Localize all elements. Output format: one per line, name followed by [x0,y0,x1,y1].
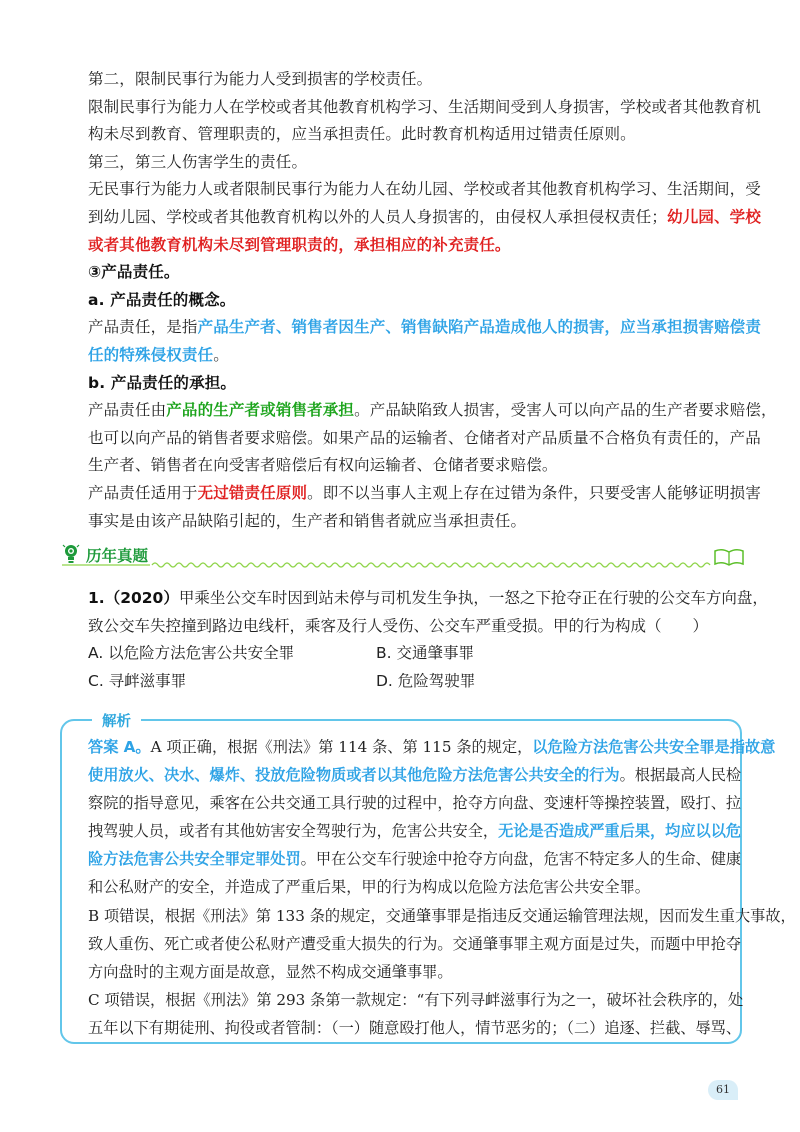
text-span: 产品责任由 [88,401,167,420]
highlight-blue: 以危险方法危害公共安全罪是指故意 [532,738,776,756]
question-text: 甲乘坐公交车时因到站未停与司机发生争执，一怒之下抢夺正在行驶的公交车方向盘， [178,589,768,607]
text-span: A 项正确，根据《刑法》第 114 条、第 115 条的规定， [150,738,533,756]
highlight-red: 或者其他教育机构未尽到管理职责的，承担相应的补充责任。 [88,235,511,254]
section-header [62,540,744,570]
text-line: 无民事行为能力人或者限制民事行为能力人在幼儿园、学校或者其他教育机构学习、生活期间，受 [88,180,761,199]
subheading-liability: b. 产品责任的承担。 [88,373,237,392]
option-b[interactable]: B. 交通肇事罪 [376,644,474,663]
options-row [88,640,738,668]
question-line: 致公交车失控撞到路边电线杆，乘客及行人受伤、公交车严重受损。甲的行为构成（ ） [88,616,709,635]
analysis-line: C 项错误，根据《刑法》第 293 条第一款规定：“有下列寻衅滋事行为之一，破坏社会秩序的，处 [88,990,744,1009]
analysis-line [88,845,742,873]
text-line: 第二，限制民事行为能力人受到损害的学校责任。 [88,70,433,88]
subheading-concept: a. 产品责任的概念。 [88,290,236,309]
text-line [88,480,761,508]
text-line [88,314,761,342]
open-book-icon [714,548,744,566]
highlight-green: 产品的生产者或销售者承担 [166,401,355,420]
subheading-product-liability: ③产品责任。 [88,263,180,282]
highlight-red: 幼儿园、学校 [667,207,761,226]
analysis-line [88,817,742,845]
text-span: 。甲在公交车行驶途中抢夺方向盘，危害不特定多人的生命、健康 [300,850,742,869]
highlight-blue: 使用放火、决水、爆炸、投放危险物质或者以其他危险方法危害公共安全的行为 [88,766,620,785]
highlight-blue: 险方法危害公共安全罪定罪处罚 [88,850,301,869]
text-line [88,397,777,425]
text-line [88,342,728,370]
section-title: 历年真题 [86,547,149,565]
analysis-box [60,714,796,1044]
option-a[interactable]: A. 以危险方法危害公共安全罪 [88,644,295,663]
text-line: 事实是由该产品缺陷引起的，生产者和销售者就应当承担责任。 [88,511,527,530]
text-line: 构未尽到教育、管理职责的，应当承担责任。此时教育机构适用过错责任原则。 [88,125,636,144]
text-span: 。即不以当事人主观上存在过错为条件，只要受害人能够证明损害 [307,483,761,502]
text-line [88,204,761,232]
text-span: 。产品缺陷致人损害，受害人可以向产品的生产者要求赔偿， [354,401,777,420]
question-block [88,585,768,695]
analysis-text [88,733,796,1042]
option-c[interactable]: C. 寻衅滋事罪 [88,671,187,690]
question-number: 1. [88,589,105,607]
question-year: （2020） [104,589,179,607]
text-span: 产品责任，是指 [88,318,198,337]
wavy-divider [62,560,744,570]
page-number: 61 [708,1080,738,1100]
analysis-line: 察院的指导意见，乘客在公共交通工具行驶的过程中，抢夺方向盘、变速杆等操控装置，殴打、拉 [88,794,742,813]
text-span: 到幼儿园、学校或者其他教育机构以外的人员人身损害的，由侵权人承担侵权责任； [88,207,668,226]
question-line [88,585,768,613]
analysis-line: 致人重伤、死亡或者使公私财产遭受重大损失的行为。交通肇事罪主观方面是过失，而题中甲抢夺 [88,934,742,953]
text-span: 拽驾驶人员，或者有其他妨害安全驾驶行为，危害公共安全， [88,822,499,841]
text-span: 。 [213,345,229,364]
options-row [88,668,738,696]
highlight-red: 无过错责任原则 [197,483,308,502]
analysis-line: B 项错误，根据《刑法》第 133 条的规定，交通肇事罪是指违反交通运输管理法规，因而发生重大事故， [88,906,796,925]
highlight-blue: 产品生产者、销售者因生产、销售缺陷产品造成他人的损害，应当承担损害赔偿责 [197,318,761,337]
answer-key: 答案 A。 [88,738,151,756]
body-text [88,66,777,535]
text-line: 生产者、销售者在向受害者赔偿后有权向运输者、仓储者要求赔偿。 [88,456,558,475]
analysis-label: 解析 [92,710,141,731]
analysis-line [88,761,742,789]
analysis-line: 和公私财产的安全，并造成了严重后果，甲的行为构成以危险方法危害公共安全罪。 [88,878,650,897]
highlight-blue: 无论是否造成严重后果，均应以以危 [498,822,742,841]
analysis-line: 方向盘时的主观方面是故意，显然不构成交通肇事罪。 [88,962,453,981]
text-span: 产品责任适用于 [88,483,198,502]
text-span: 。根据最高人民检 [619,766,742,785]
text-line: 也可以向产品的销售者要求赔偿。如果产品的运输者、仓储者对产品质量不合格负有责任的，产品 [88,428,761,447]
option-d[interactable]: D. 危险驾驶罪 [376,671,476,690]
analysis-line [88,733,776,761]
highlight-blue: 任的特殊侵权责任 [88,345,214,364]
text-line: 第三，第三人伤害学生的责任。 [88,152,308,171]
text-line: 限制民事行为能力人在学校或者其他教育机构学习、生活期间受到人身损害，学校或者其他教育机 [88,97,761,116]
analysis-line: 五年以下有期徒刑、拘役或者管制：（一）随意殴打他人，情节恶劣的；（二）追逐、拦截、辱骂、 [88,1018,742,1037]
